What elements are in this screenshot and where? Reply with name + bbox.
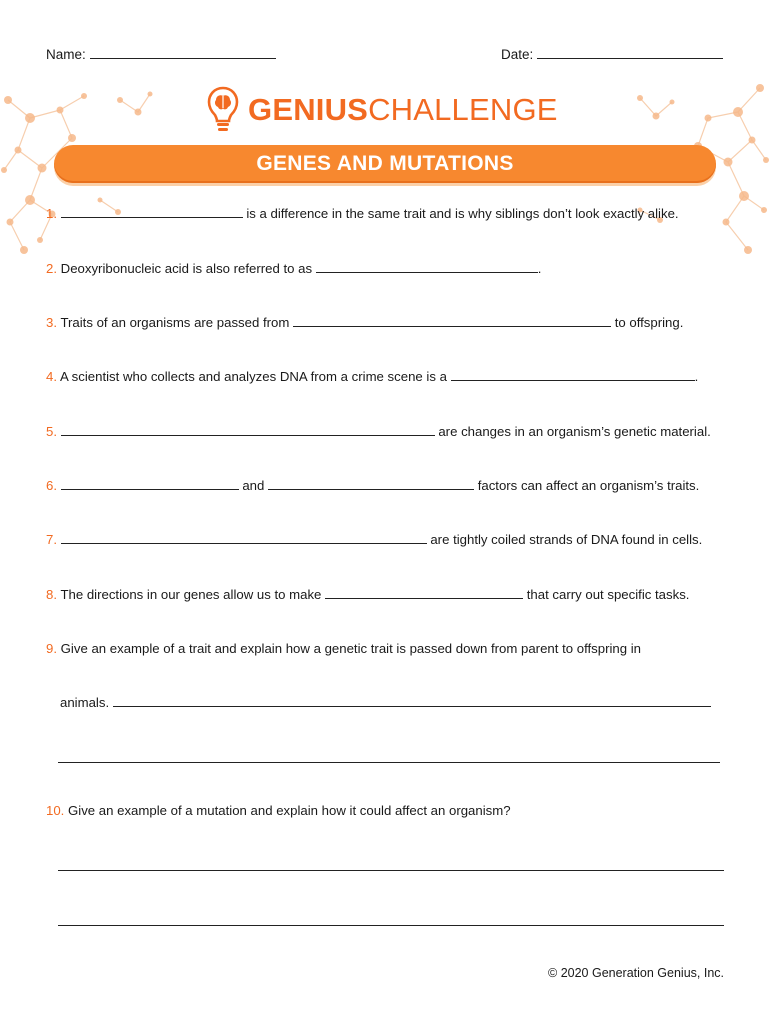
question-number: 5.	[46, 424, 57, 439]
answer-blank[interactable]	[268, 478, 474, 490]
question-number: 3.	[46, 315, 57, 330]
question-text-end: .	[694, 369, 699, 384]
question-text: Give an example of a trait and explain how a genetic trait is passed down from parent to offspring in	[60, 641, 642, 656]
genius-challenge-logo	[206, 84, 558, 136]
question-text-end: factors can affect an organism’s traits.	[477, 478, 700, 493]
answer-blank[interactable]	[113, 695, 711, 707]
question-number: 1.	[46, 206, 57, 221]
answer-line[interactable]	[58, 762, 720, 763]
question-text: Give an example of a mutation and explain how it could affect an organism?	[68, 803, 511, 818]
question-text: Deoxyribonucleic acid is also referred to as	[60, 261, 313, 276]
question-text: is a difference in the same trait and is why siblings don’t look exactly alike.	[246, 206, 679, 221]
question-number: 7.	[46, 532, 57, 547]
copyright-footer: © 2020 Generation Genius, Inc.	[548, 966, 724, 980]
question-text: Traits of an organisms are passed from	[60, 315, 290, 330]
question-9-continued	[60, 695, 711, 710]
logo-bold-part: GENIUS	[248, 92, 369, 127]
question-text-end: to offspring.	[614, 315, 684, 330]
answer-line[interactable]	[58, 870, 724, 871]
question-text-end: animals.	[60, 695, 110, 710]
question-7	[46, 532, 702, 547]
question-text: A scientist who collects and analyzes DNA from a crime scene is a	[59, 369, 447, 384]
question-text: and	[242, 478, 265, 493]
date-line[interactable]	[537, 46, 723, 59]
question-text: are tightly coiled strands of DNA found in cells.	[430, 532, 703, 547]
logo-wordmark	[248, 92, 558, 128]
name-field[interactable]	[46, 46, 276, 62]
question-10	[46, 803, 511, 818]
question-text: are changes in an organism’s genetic material.	[438, 424, 711, 439]
answer-line[interactable]	[58, 925, 724, 926]
question-6	[46, 478, 699, 493]
answer-blank[interactable]	[316, 261, 538, 273]
answer-blank[interactable]	[61, 206, 243, 218]
question-number: 2.	[46, 261, 57, 276]
question-number: 9.	[46, 641, 57, 656]
answer-blank[interactable]	[61, 424, 435, 436]
question-1	[46, 206, 679, 221]
logo-light-part: CHALLENGE	[368, 92, 558, 127]
question-4	[46, 369, 698, 384]
question-number: 8.	[46, 587, 57, 602]
answer-blank[interactable]	[325, 587, 523, 599]
question-3	[46, 315, 683, 330]
question-number: 10.	[46, 803, 65, 818]
answer-blank[interactable]	[293, 315, 611, 327]
date-label: Date:	[501, 47, 534, 62]
lightbulb-brain-icon	[206, 85, 240, 135]
answer-blank[interactable]	[61, 478, 239, 490]
name-line[interactable]	[90, 46, 276, 59]
answer-blank[interactable]	[61, 532, 427, 544]
question-text: The directions in our genes allow us to make	[60, 587, 322, 602]
question-5	[46, 424, 711, 439]
name-label: Name:	[46, 47, 86, 62]
answer-blank[interactable]	[451, 369, 695, 381]
question-8	[46, 587, 689, 602]
page-title: GENES AND MUTATIONS	[256, 152, 514, 175]
title-banner	[54, 145, 716, 183]
question-2	[46, 261, 541, 276]
question-number: 6.	[46, 478, 57, 493]
question-text-end: .	[537, 261, 542, 276]
question-number: 4.	[46, 369, 57, 384]
question-text-end: that carry out specific tasks.	[526, 587, 690, 602]
date-field[interactable]	[501, 46, 723, 62]
question-9	[46, 641, 641, 656]
